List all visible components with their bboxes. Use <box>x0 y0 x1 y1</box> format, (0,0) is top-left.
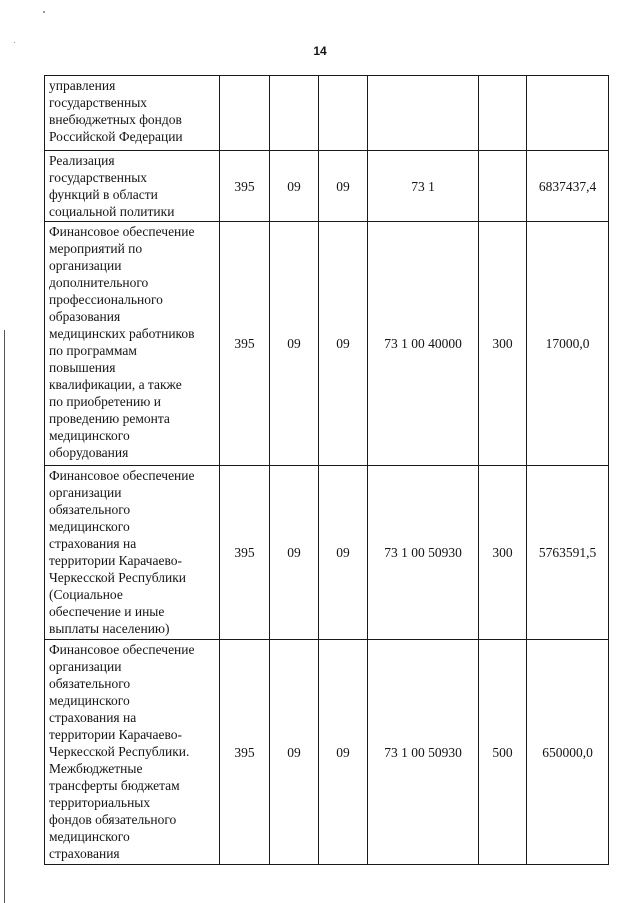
amount: 17000,0 <box>527 222 609 466</box>
page-number: 14 <box>313 44 327 58</box>
scan-speck <box>14 42 15 43</box>
item-name: Реализация государственных функций в области социальной политики <box>45 151 220 222</box>
table-row <box>45 466 609 640</box>
grbs-code: 395 <box>220 222 270 466</box>
item-name: Финансовое обеспечение организации обязательного медицинского страхования на территории Карачаево- Черкесской Республики (Социальное обеспечение и иные выплаты населению) <box>45 466 220 640</box>
target-article-code: 73 1 <box>368 151 479 222</box>
target-article-code: 73 1 00 40000 <box>368 222 479 466</box>
subsection-code: 09 <box>319 222 368 466</box>
grbs-code: 395 <box>220 151 270 222</box>
section-code <box>270 76 319 151</box>
scan-speck <box>43 11 45 13</box>
table-row <box>45 222 609 466</box>
expense-type-code <box>479 151 527 222</box>
table-row <box>45 640 609 865</box>
section-code: 09 <box>270 222 319 466</box>
budget-table <box>44 75 609 865</box>
target-article-code: 73 1 00 50930 <box>368 466 479 640</box>
item-name: Финансовое обеспечение мероприятий по организации дополнительного профессионального образования медицинских работников по программам повышения квалификации, а также по приобретению и проведению ремонта медицинского оборудования <box>45 222 220 466</box>
section-code: 09 <box>270 151 319 222</box>
item-name: управления государственных внебюджетных фондов Российской Федерации <box>45 76 220 151</box>
subsection-code <box>319 76 368 151</box>
expense-type-code: 300 <box>479 222 527 466</box>
subsection-code: 09 <box>319 466 368 640</box>
grbs-code: 395 <box>220 466 270 640</box>
expense-type-code <box>479 76 527 151</box>
target-article-code: 73 1 00 50930 <box>368 640 479 865</box>
expense-type-code: 300 <box>479 466 527 640</box>
subsection-code: 09 <box>319 151 368 222</box>
amount: 6837437,4 <box>527 151 609 222</box>
grbs-code: 395 <box>220 640 270 865</box>
item-name: Финансовое обеспечение организации обязательного медицинского страхования на территории Карачаево- Черкесской Республики. Межбюджетные трансферты бюджетам территориальных фондов обязательного медицинского страхования <box>45 640 220 865</box>
amount: 650000,0 <box>527 640 609 865</box>
target-article-code <box>368 76 479 151</box>
table-row <box>45 76 609 151</box>
subsection-code: 09 <box>319 640 368 865</box>
table-row <box>45 151 609 222</box>
page-edge-line <box>4 330 5 903</box>
grbs-code <box>220 76 270 151</box>
amount <box>527 76 609 151</box>
section-code: 09 <box>270 466 319 640</box>
amount: 5763591,5 <box>527 466 609 640</box>
expense-type-code: 500 <box>479 640 527 865</box>
section-code: 09 <box>270 640 319 865</box>
